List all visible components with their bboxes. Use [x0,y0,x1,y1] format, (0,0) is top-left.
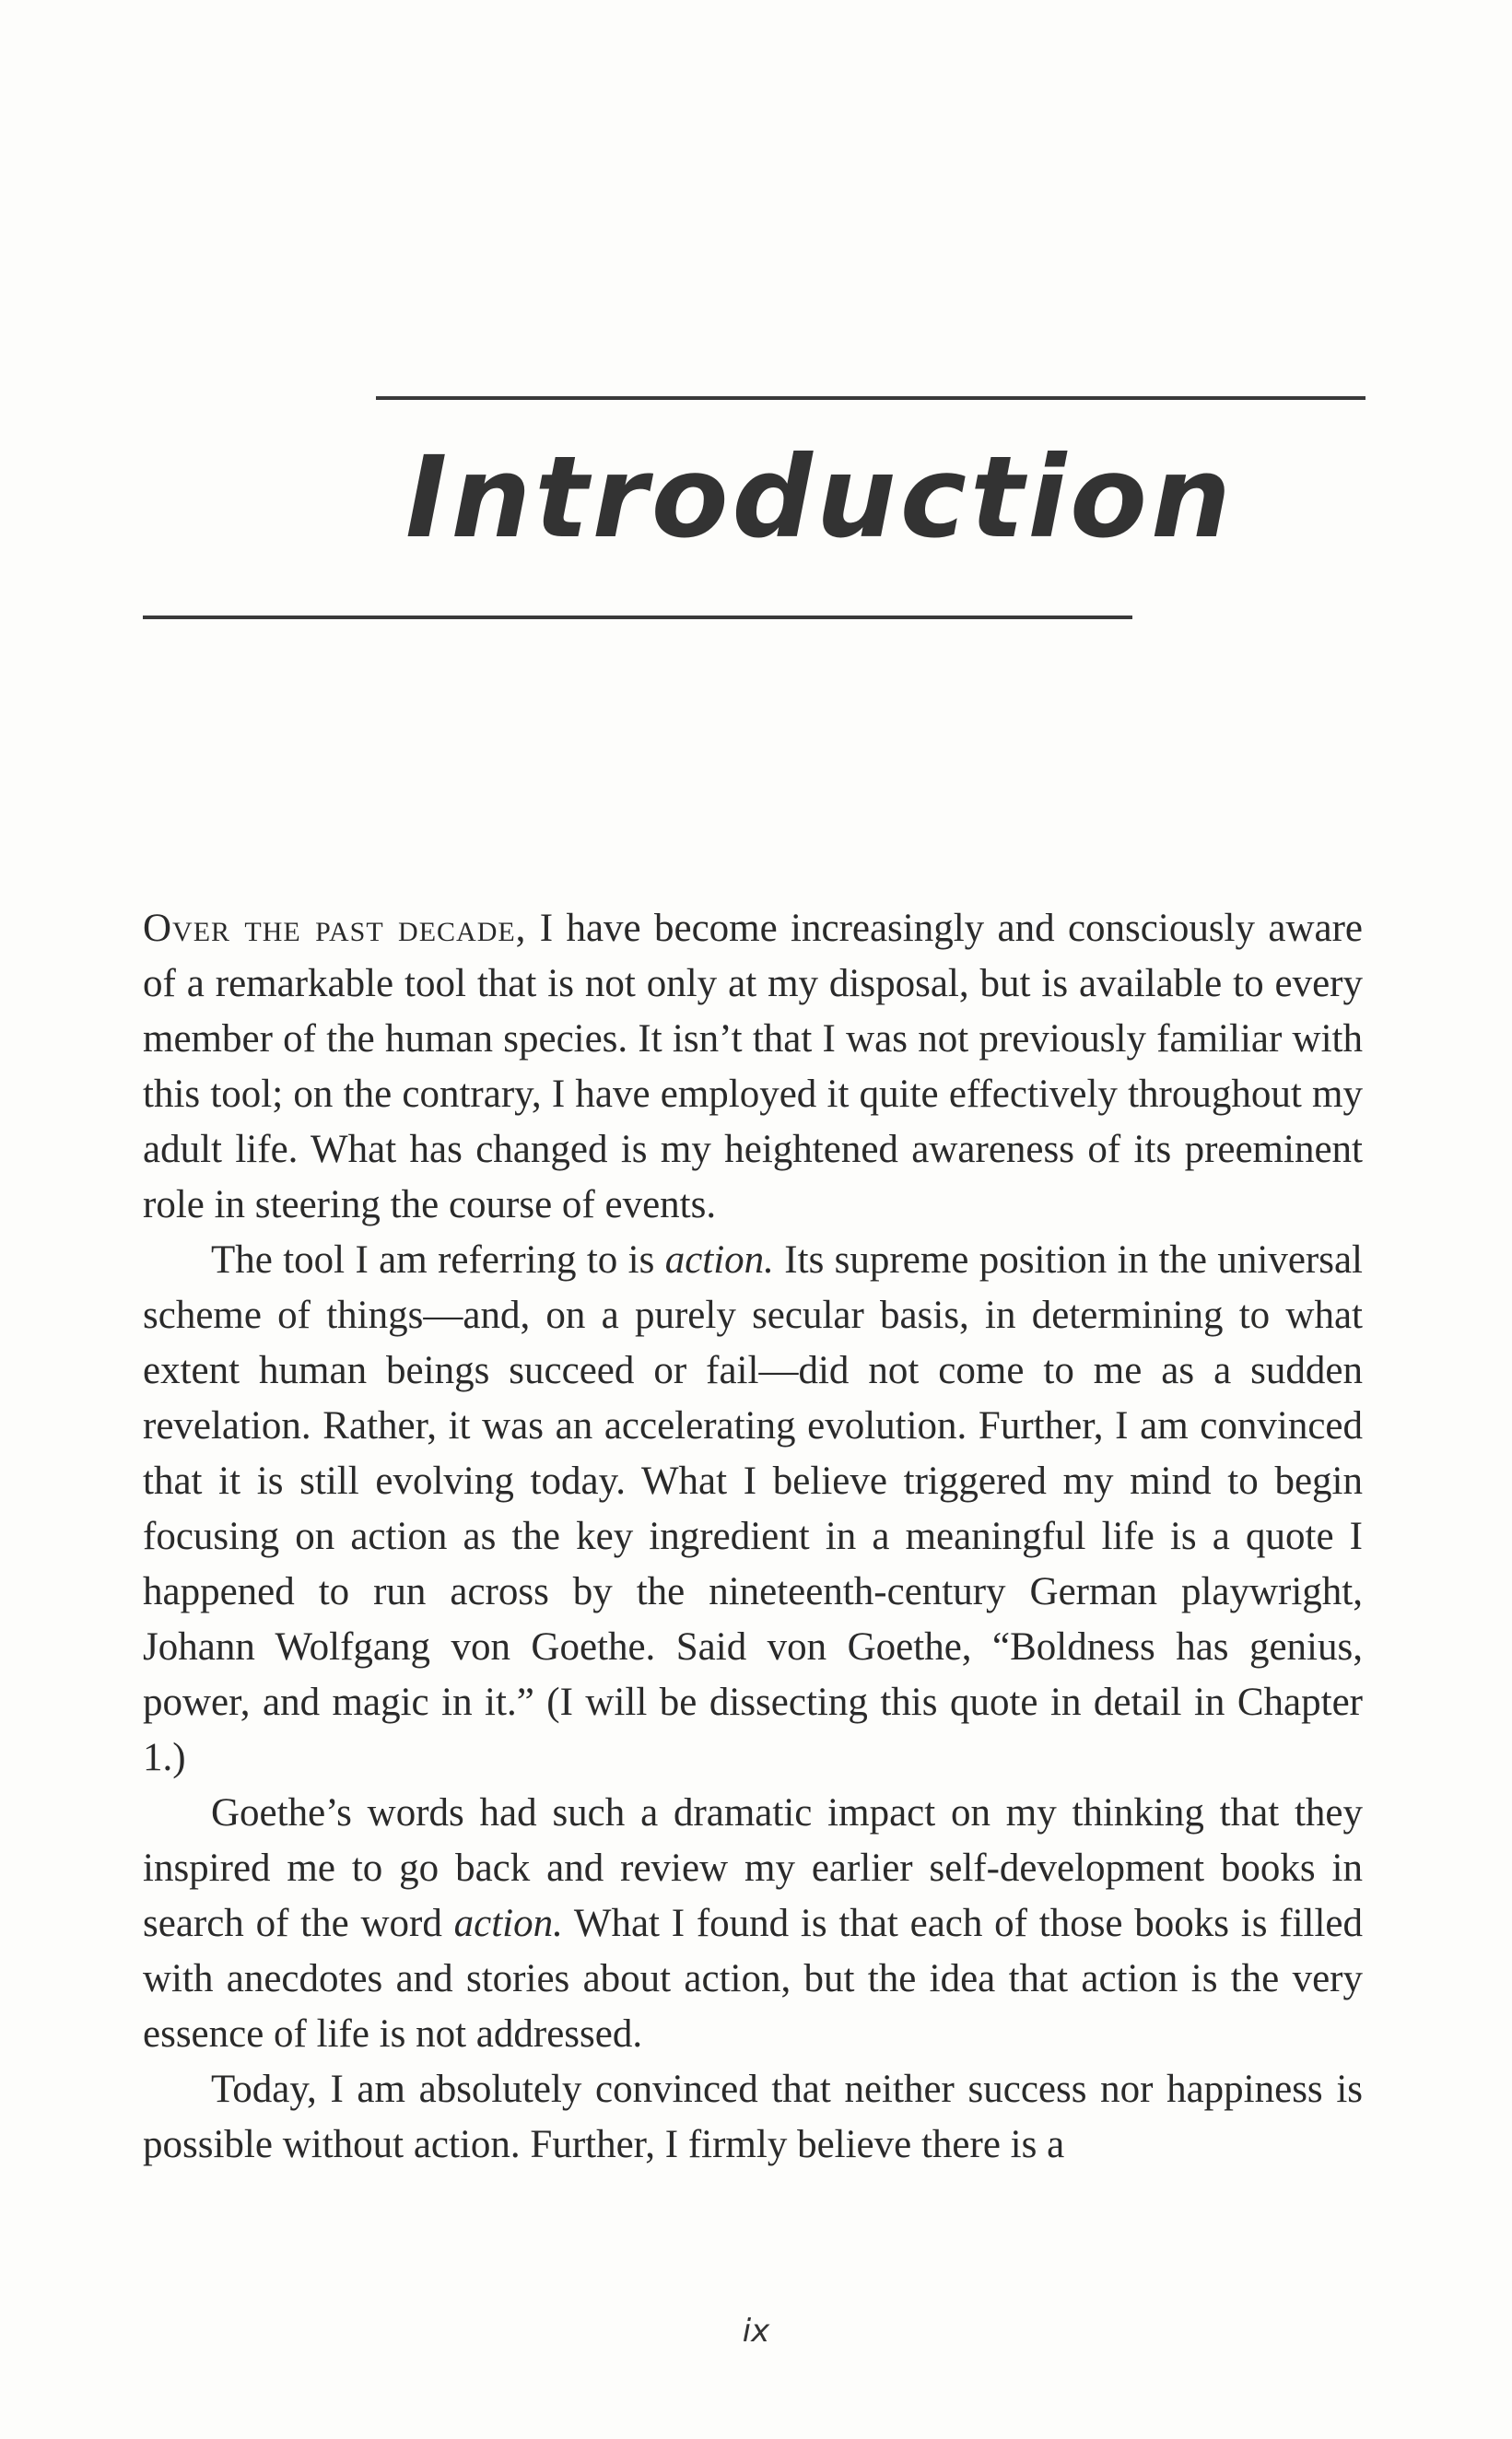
paragraph-text: Today, I am absolutely convinced that neither success nor happiness is possible without action. Further, I firmly believe there is a [143,2068,1363,2166]
paragraph-text: The tool I am referring to is [211,1238,665,1282]
title-rule-top [376,396,1365,400]
paragraph-2 [143,1233,1363,1786]
paragraph-text: Its supreme position in the universal scheme of things—and, on a purely secular basis, in determining to what extent human beings succeed or fail—did not come to me as a sudden revelation. Rather, it was an accelerating evolution. Further, I am convinced that it is still evolving today. What I believe triggered my mind to begin focusing on action as the key ingredient in a meaningful life is a quote I happened to run across by the nineteenth-century German playwright, Johann Wolfgang von Goethe. Said von Goethe, “Boldness has genius, power, and magic in it.” (I will be dissecting this quote in detail in Chapter 1.) [143,1238,1363,1779]
emphasis-text: action. [664,1238,774,1282]
chapter-title: Introduction [405,432,1235,563]
emphasis-text: action. [453,1902,563,1945]
paragraph-lead-in: Over the past decade, [143,907,527,950]
paragraph-text: I have become increasingly and consciously aware of a remarkable tool that is not only at my disposal, but is available to every member of the human species. It isn’t that I was not previously familiar with this tool; on the contrary, I have employed it quite effectively throughout my adult life. What has changed is my heightened awareness of its preeminent role in steering the course of events. [143,907,1363,1226]
paragraph-text: What I found is that each of those books is filled with anecdotes and stories about action, but the idea that action is the very essence of life is not addressed. [143,1902,1363,2056]
paragraph-1 [143,901,1363,1233]
body-text [143,901,1363,2173]
paragraph-4 [143,2062,1363,2173]
title-rule-bottom [143,616,1132,619]
paragraph-text: Goethe’s words had such a dramatic impact on my thinking that they inspired me to go back and review my earlier self-development books in search of the word [143,1791,1363,1945]
page-number: ix [742,2313,770,2350]
paragraph-3 [143,1786,1363,2062]
